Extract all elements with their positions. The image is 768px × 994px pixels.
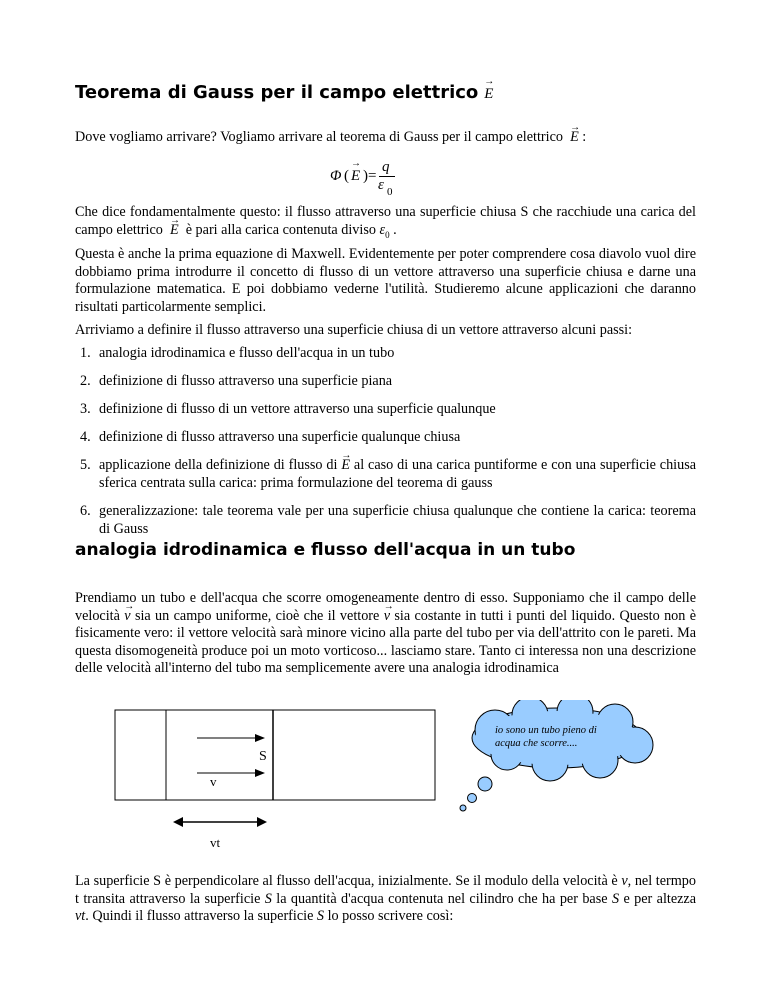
title-text: Teorema di Gauss per il campo elettrico <box>75 82 479 103</box>
list-item: 3. definizione di flusso di un vettore attraverso una superficie qualunque <box>80 401 496 417</box>
para1-end: . <box>393 221 397 238</box>
list-item: 1. analogia idrodinamica e flusso dell'acqua in un tubo <box>80 345 395 361</box>
paragraph-3: Arriviamo a definire il flusso attraverso una superficie chiusa di un vettore attraverso alcuni passi: <box>75 322 633 338</box>
label-v: v <box>210 774 217 789</box>
label-vt: vt <box>210 835 221 850</box>
para5-v: v <box>621 873 628 889</box>
formula-phi: Φ <box>330 168 342 184</box>
tube-outline <box>115 710 435 800</box>
intro-paragraph <box>75 129 696 147</box>
list-item: 5. applicazione della definizione di flusso di → E al caso di una carica puntiforme e con una superficie chiusa sferica centrata sulla carica: prima formulazione del teorema di gauss <box>75 457 696 492</box>
gauss-formula: Φ ( → E )= q ε 0 <box>330 160 450 200</box>
velocity-arrow <box>255 769 265 777</box>
paragraph-2: Questa è anche la prima equazione di Maxwell. Evidentemente per poter comprendere cosa diavolo vuol dire dobbiamo prima introdurre il concetto di flusso di un vettore attraverso una superficie chiusa e darne una formulazione matematica. E poi dobbiamo vederne l'utilità. Studieremo alcune applicazioni che daranno risultati particolarmente semplici. <box>75 246 696 315</box>
list-item: 6. generalizzazione: tale teorema vale per una superficie chiusa qualunque che contiene la carica: teorema di Gauss <box>80 503 696 537</box>
para1-text-b: è pari alla carica contenuta diviso <box>185 221 376 238</box>
formula-vector-e: → E <box>351 168 360 185</box>
intro-tail: : <box>582 129 587 145</box>
thought-cloud <box>460 700 653 811</box>
paragraph-5: La superficie S è perpendicolare al flusso dell'acqua, inizialmente. Se il modulo della velocità è v, nel termpo t transita attraverso la superficie S la quantità d'acqua contenuta nel cilindro che ha per base S e per altezza vt. Quindi il flusso attraverso la superficie S lo posso scrivere così: <box>75 873 697 924</box>
para4-vector-v-2: → v <box>384 608 390 626</box>
cloud-text-line-1: io sono un tubo pieno di <box>495 725 597 736</box>
velocity-arrow <box>255 734 265 742</box>
paragraph-4 <box>75 590 696 678</box>
formula-numerator: q <box>382 159 390 175</box>
step5-vector-e: → E <box>341 457 350 475</box>
tube-diagram <box>75 700 695 860</box>
para4-text-a: Prendiamo un tubo e dell'acqua che scorre omogeneamente dentro di esso. Supponiamo che il campo delle velocità <box>75 590 696 624</box>
list-item: 2. definizione di flusso attraverso una superficie piana <box>80 373 393 389</box>
vt-arrow-left <box>173 817 183 827</box>
para1-vector-e: → E <box>170 222 179 240</box>
formula-denominator: ε <box>378 177 384 193</box>
intro-vector-e: → E <box>570 129 579 147</box>
cloud-text-line-2: acqua che scorre.... <box>495 738 578 749</box>
para4-text-b: sia un campo uniforme, cioè che il vettore <box>134 607 380 624</box>
para1-epsilon: ε <box>379 221 386 238</box>
para1-subscript: 0 <box>385 229 390 240</box>
page-title <box>75 82 493 103</box>
vt-arrow-right <box>257 817 267 827</box>
section-heading: analogia idrodinamica e flusso dell'acqua in un tubo <box>75 540 576 560</box>
formula-subscript: 0 <box>387 186 393 198</box>
title-vector-e: → E <box>484 86 493 103</box>
list-item: 4. definizione di flusso attraverso una superficie qualunque chiusa <box>80 429 461 445</box>
intro-lead: Dove vogliamo arrivare? Vogliamo arrivare al teorema di Gauss per il campo elettrico <box>75 129 563 145</box>
label-s: S <box>259 749 267 764</box>
para4-text-c: sia costante in tutti i punti del liquido. Questo non è fisicamente vero: il vettore velocità sarà minore vicino alla parte del tubo per via dell'attrito con le pareti. Ma questa disomogeneità produce poi un moto vorticoso... lasciamo stare. Tanto ci interessa non una descrizione delle velocità all'interno del tubo ma semplicemente avere una analogia idrodinamica <box>75 607 696 676</box>
para1-text-a: Che dice fondamentalmente questo: il flusso attraverso una superficie chiusa S che racchiude una carica del campo elettrico <box>75 204 696 238</box>
para4-vector-v: → v <box>124 608 130 626</box>
paragraph-1 <box>75 204 696 244</box>
